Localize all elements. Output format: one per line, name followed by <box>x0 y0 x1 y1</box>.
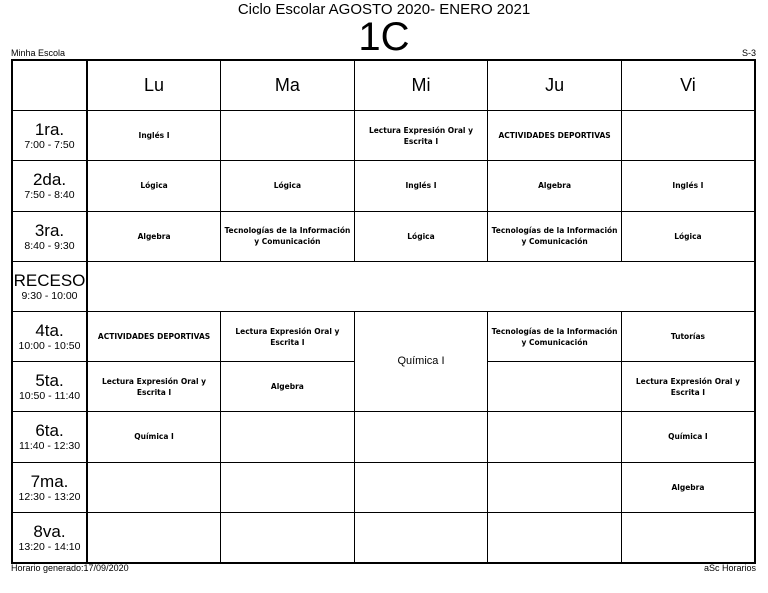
lesson-cell: Lectura Expresión Oral y Escrita I <box>354 111 488 161</box>
period-time: 13:20 - 14:10 <box>18 540 81 553</box>
room-label: S-3 <box>741 48 756 58</box>
lesson-cell: Tecnologías de la Información y Comunicación <box>488 311 622 361</box>
period-name: 8va. <box>33 521 66 541</box>
lesson-cell <box>488 512 622 563</box>
period-name: RECESO <box>13 270 86 290</box>
period-time: 7:50 - 8:40 <box>24 189 75 202</box>
recess-row <box>12 261 755 311</box>
period-cell <box>12 362 87 412</box>
lesson-cell <box>621 512 755 563</box>
lesson-cell: Inglés I <box>87 111 221 161</box>
period-row <box>12 412 755 462</box>
day-header-row <box>12 60 755 111</box>
software-credit: aSc Horarios <box>703 563 756 573</box>
period-time: 12:30 - 13:20 <box>18 490 81 503</box>
corner-cell <box>12 60 87 111</box>
period-time: 10:00 - 10:50 <box>18 340 81 353</box>
lesson-cell <box>87 462 221 512</box>
lesson-cell <box>354 462 488 512</box>
period-time: 8:40 - 9:30 <box>24 239 75 252</box>
lesson-cell <box>221 512 355 563</box>
lesson-cell: Algebra <box>221 362 355 412</box>
period-cell <box>12 161 87 211</box>
period-row <box>12 462 755 512</box>
school-name: Minha Escola <box>11 48 66 58</box>
lesson-cell: Lectura Expresión Oral y Escrita I <box>621 362 755 412</box>
lesson-cell <box>354 412 488 462</box>
day-header: Mi <box>354 60 488 111</box>
lesson-cell: Química I <box>621 412 755 462</box>
period-name: 3ra. <box>34 220 65 240</box>
period-name: 4ta. <box>35 321 64 341</box>
lesson-cell <box>221 462 355 512</box>
lesson-cell <box>354 512 488 563</box>
period-name: 5ta. <box>35 371 64 391</box>
day-header: Ma <box>221 60 355 111</box>
lesson-cell: Química I <box>87 412 221 462</box>
period-row <box>12 311 755 361</box>
lesson-cell: Inglés I <box>621 161 755 211</box>
period-time: 7:00 - 7:50 <box>24 139 75 152</box>
period-cell <box>12 311 87 361</box>
lesson-cell: Inglés I <box>354 161 488 211</box>
lesson-cell: Lógica <box>354 211 488 261</box>
lesson-cell: Lógica <box>621 211 755 261</box>
lesson-cell: Lógica <box>87 161 221 211</box>
period-name: 1ra. <box>34 120 65 140</box>
lesson-cell: Tecnologías de la Información y Comunicación <box>488 211 622 261</box>
generated-date: Horario generado:17/09/2020 <box>11 563 129 573</box>
period-cell <box>12 412 87 462</box>
lesson-cell: Lectura Expresión Oral y Escrita I <box>221 311 355 361</box>
day-header: Lu <box>87 60 221 111</box>
period-time: 10:50 - 11:40 <box>18 390 81 403</box>
period-cell <box>12 512 87 563</box>
lesson-cell <box>621 111 755 161</box>
lesson-cell: Algebra <box>87 211 221 261</box>
schedule-title: Ciclo Escolar AGOSTO 2020- ENERO 2021 <box>237 1 531 18</box>
lesson-cell: Algebra <box>488 161 622 211</box>
period-cell <box>12 261 87 311</box>
lesson-cell <box>488 462 622 512</box>
period-cell <box>12 462 87 512</box>
day-header: Vi <box>621 60 755 111</box>
period-row <box>12 111 755 161</box>
period-time: 11:40 - 12:30 <box>18 440 81 453</box>
lesson-cell <box>488 362 622 412</box>
period-row <box>12 161 755 211</box>
lesson-cell: Tecnologías de la Información y Comunicación <box>221 211 355 261</box>
lesson-cell: Tutorías <box>621 311 755 361</box>
period-row <box>12 512 755 563</box>
lesson-cell <box>221 111 355 161</box>
lesson-cell: Lógica <box>221 161 355 211</box>
lesson-cell <box>87 512 221 563</box>
class-name: 1C <box>358 15 410 59</box>
lesson-cell: ACTIVIDADES DEPORTIVAS <box>87 311 221 361</box>
period-row <box>12 211 755 261</box>
period-cell <box>12 111 87 161</box>
lesson-cell-double: Química I <box>354 311 488 411</box>
lesson-cell <box>488 412 622 462</box>
lesson-cell: Algebra <box>621 462 755 512</box>
period-name: 6ta. <box>35 421 64 441</box>
timetable-grid <box>11 59 756 564</box>
lesson-cell: Lectura Expresión Oral y Escrita I <box>87 362 221 412</box>
period-name: 7ma. <box>30 471 69 491</box>
recess-cell <box>87 261 755 311</box>
lesson-cell: ACTIVIDADES DEPORTIVAS <box>488 111 622 161</box>
period-cell <box>12 211 87 261</box>
day-header: Ju <box>488 60 622 111</box>
period-time: 9:30 - 10:00 <box>21 289 78 302</box>
lesson-cell <box>221 412 355 462</box>
period-name: 2da. <box>32 170 67 190</box>
